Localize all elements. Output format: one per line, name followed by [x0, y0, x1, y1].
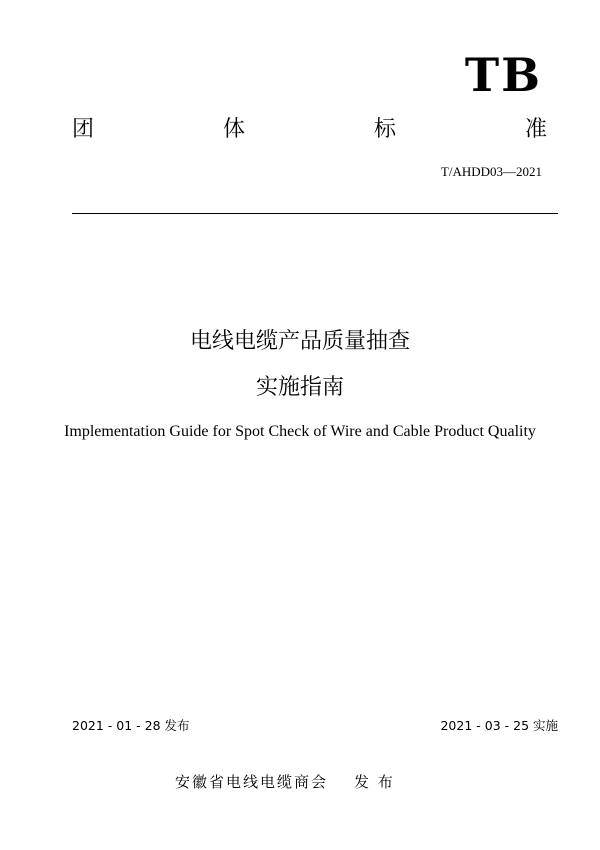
issuer: [175, 772, 395, 792]
standard-category: [72, 117, 547, 143]
standard-number: T/AHDD03—2021: [440, 164, 542, 179]
title-cn-line1: 电线电缆产品质量抽查: [189, 329, 410, 354]
category-char: 标: [373, 117, 396, 142]
standard-logo: TB: [464, 48, 542, 102]
title-cn-line2: 实施指南: [255, 375, 344, 400]
issuer-name: 安徽省电线电缆商会: [175, 773, 329, 791]
issuer-action: 发 布: [354, 773, 395, 791]
category-char: 体: [222, 117, 245, 142]
header-divider: [72, 213, 558, 214]
category-char: 团: [72, 117, 95, 142]
category-char: 准: [524, 117, 547, 142]
issue-date: 2021 - 01 - 28 发布: [72, 718, 190, 733]
effective-date: 2021 - 03 - 25 实施: [440, 718, 558, 733]
title-en: Implementation Guide for Spot Check of Wire and Cable Product Quality: [64, 423, 536, 440]
